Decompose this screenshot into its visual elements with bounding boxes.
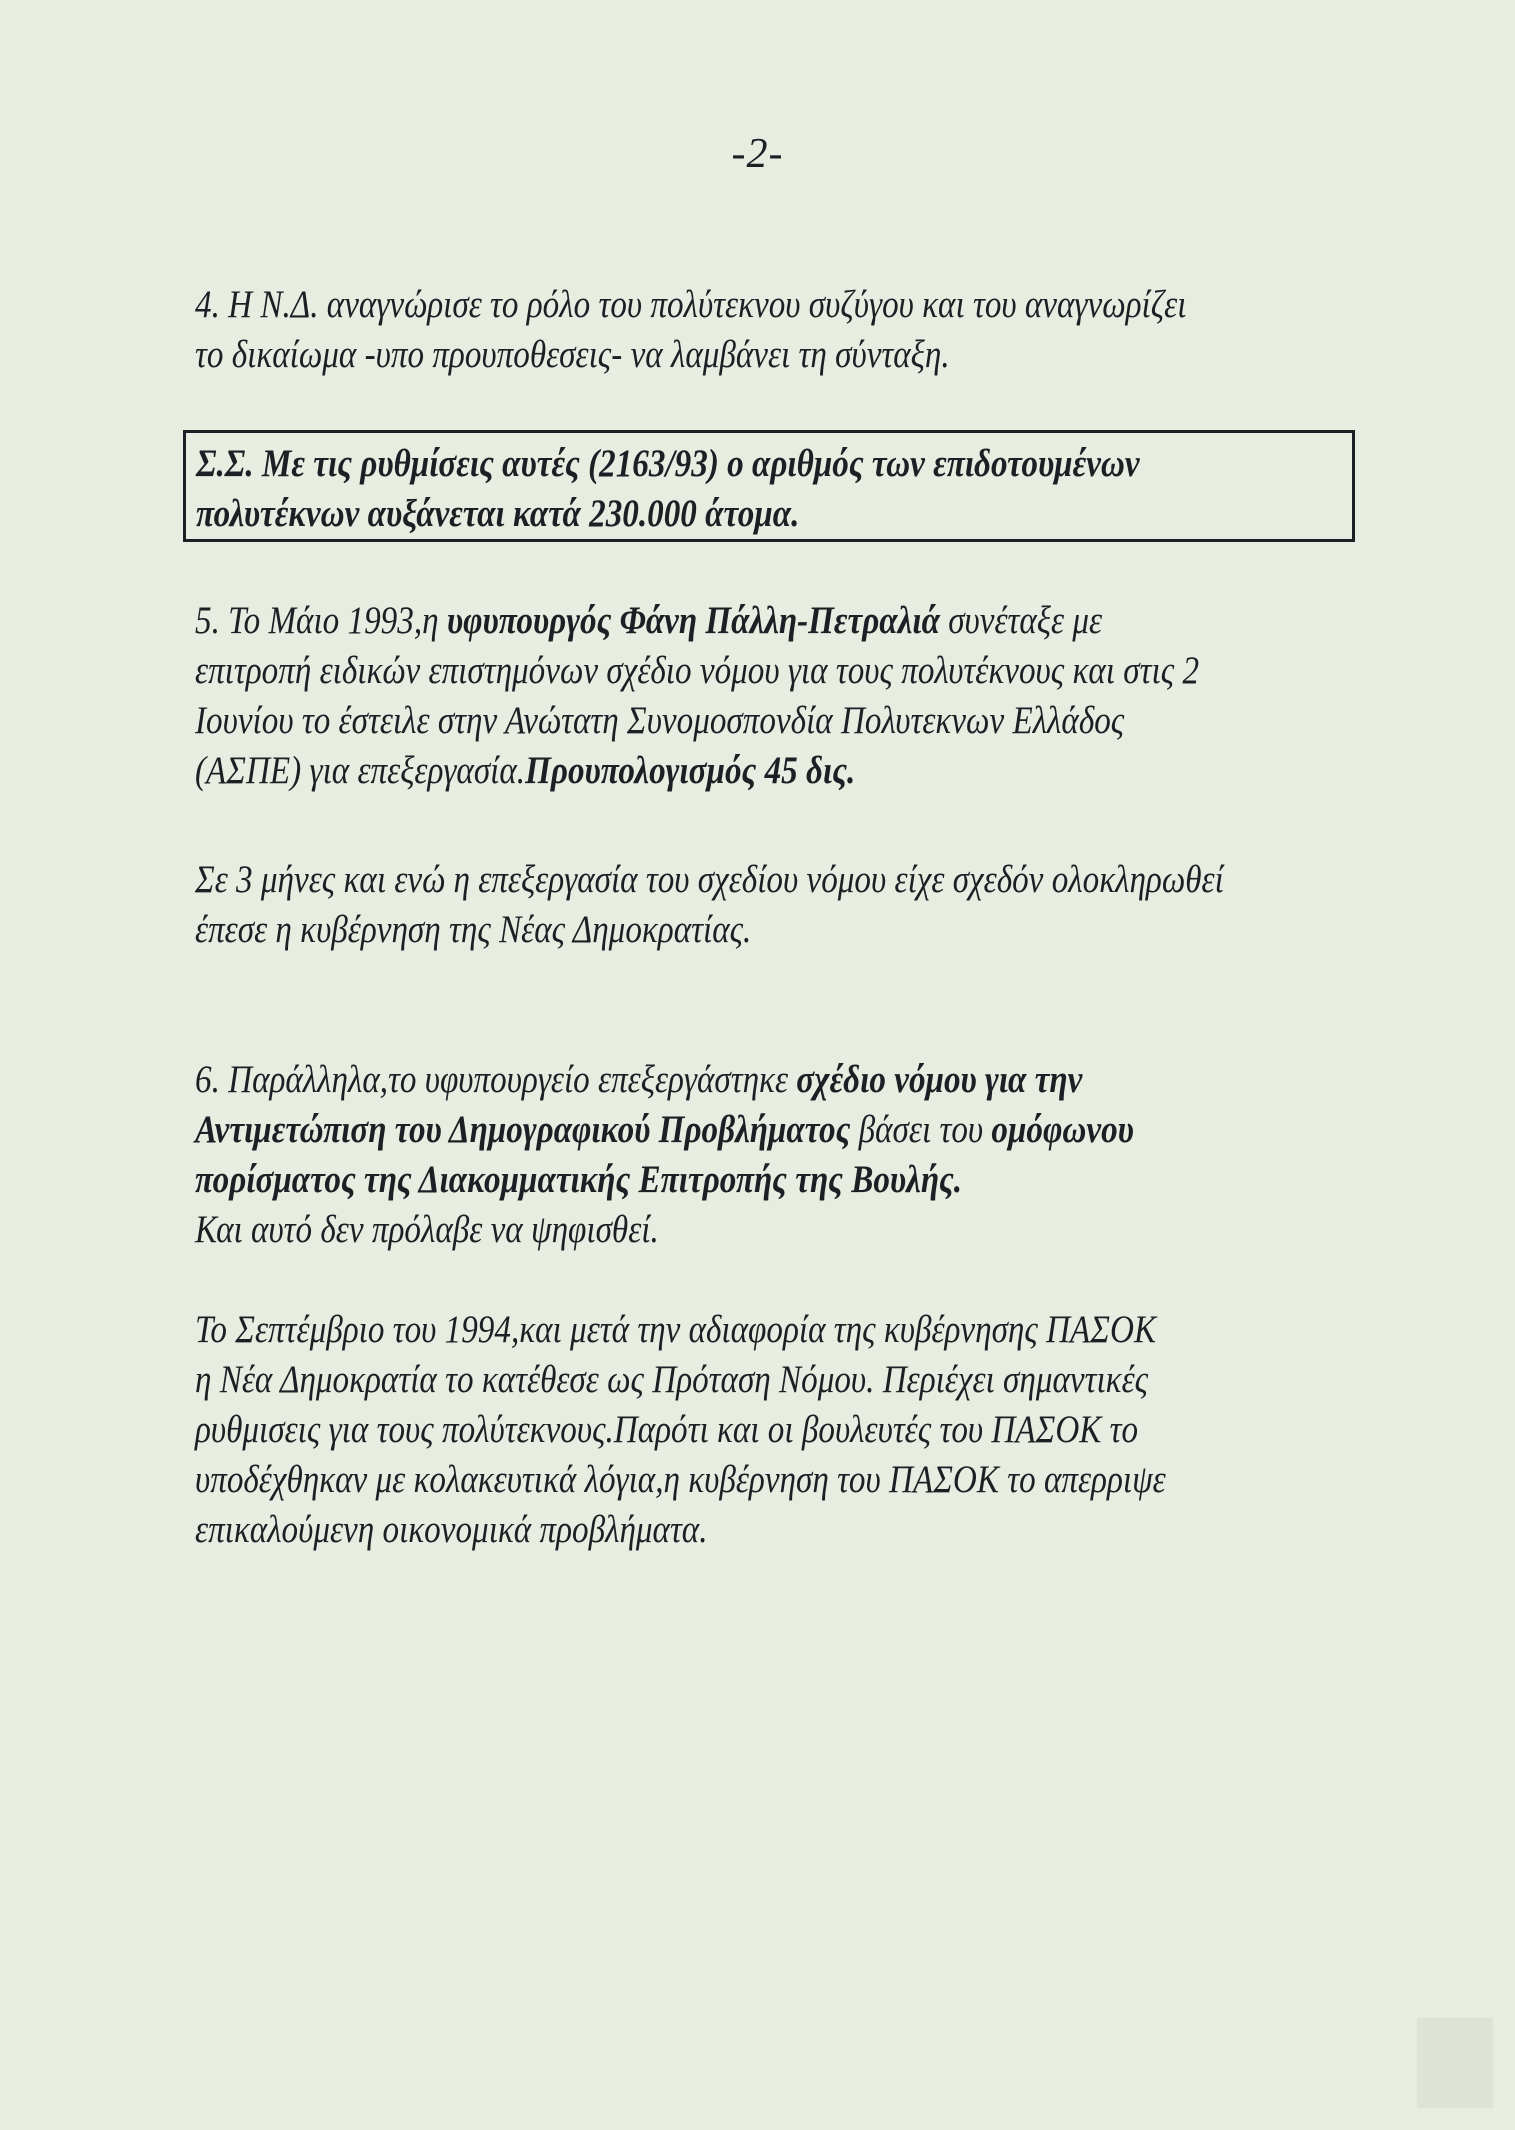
- bold-text: Σ.Σ. Με τις ρυθμίσεις αυτές (2163/93) ο αριθμός των επιδοτουμένων: [196, 442, 1140, 485]
- paragraph-line: Ιουνίου το έστειλε στην Ανώτατη Συνομοσπονδία Πολυτεκνων Ελλάδος: [195, 699, 1125, 742]
- text-span: (ΑΣΠΕ) για επεξεργασία.: [195, 749, 526, 792]
- paragraph-line: το δικαίωμα -υπο προυποθεσεις- να λαμβάνει τη σύνταξη.: [195, 333, 950, 376]
- paragraph-line: επιτροπή ειδικών επιστημόνων σχέδιο νόμου για τους πολυτέκνους και στις 2: [195, 649, 1200, 692]
- paragraph-line: υποδέχθηκαν με κολακευτικά λόγια,η κυβέρνηση του ΠΑΣΟΚ το απερριψε: [195, 1458, 1166, 1501]
- paragraph-line: [195, 746, 1190, 796]
- bold-text: πολυτέκνων αυξάνεται κατά 230.000 άτομα.: [196, 492, 800, 535]
- highlight-box: [183, 430, 1355, 542]
- paragraph-line: [196, 489, 1352, 539]
- paragraph-4: [195, 280, 1190, 380]
- bold-text: σχέδιο νόμου για την: [796, 1058, 1083, 1101]
- text-span: 6. Παράλληλα,το υφυπουργείο επεξεργάστηκε: [195, 1058, 797, 1101]
- paragraph-6: [195, 1055, 1190, 1255]
- paragraph-5: [195, 596, 1200, 796]
- bold-text: Προυπολογισμός 45 δις.: [525, 749, 856, 792]
- paragraph-line: ρυθμισεις για τους πολύτεκνους.Παρότι και οι βουλευτές του ΠΑΣΟΚ το: [195, 1408, 1139, 1451]
- paragraph-7: [195, 1305, 1190, 1555]
- paragraph-line: Το Σεπτέμβριο του 1994,και μετά την αδιαφορία της κυβέρνησης ΠΑΣΟΚ: [195, 1308, 1157, 1351]
- paragraph-line: [196, 439, 1352, 489]
- text-span: συνέταξε με: [939, 599, 1103, 642]
- bold-text: Αντιμετώπιση του Δημογραφικού Προβλήματος: [195, 1108, 851, 1151]
- bold-text: ομόφωνου: [991, 1108, 1134, 1151]
- paragraph-line: Σε 3 μήνες και ενώ η επεξεργασία του σχεδίου νόμου είχε σχεδόν ολοκληρωθεί: [195, 858, 1224, 901]
- bold-text: υφυπουργός Φάνη Πάλλη-Πετραλιά: [446, 599, 940, 642]
- page-number: -2-: [731, 131, 784, 177]
- paragraph-line: Και αυτό δεν πρόλαβε να ψηφισθεί.: [195, 1208, 659, 1251]
- scan-corner-mark: [1417, 2018, 1493, 2108]
- paragraph-line: [195, 1155, 1190, 1205]
- paragraph-line: έπεσε η κυβέρνηση της Νέας Δημοκρατίας.: [195, 908, 752, 951]
- highlight-box-text: [196, 439, 1352, 539]
- text-span: 5. Το Μάιο 1993,η: [195, 599, 447, 642]
- paragraph-line: [195, 1105, 1190, 1155]
- paragraph-line: [195, 596, 1190, 646]
- text-span: βάσει του: [850, 1108, 992, 1151]
- bold-text: πορίσματος της Διακομματικής Επιτροπής της Βουλής.: [195, 1158, 963, 1201]
- paragraph-line: η Νέα Δημοκρατία το κατέθεσε ως Πρόταση Νόμου. Περιέχει σημαντικές: [195, 1358, 1149, 1401]
- paragraph-line: επικαλούμενη οικονομικά προβλήματα.: [195, 1508, 708, 1551]
- paragraph-5-continued: [195, 855, 1224, 955]
- paragraph-line: 4. Η Ν.Δ. αναγνώρισε το ρόλο του πολύτεκνου συζύγου και του αναγνωρίζει: [195, 283, 1187, 326]
- paragraph-line: [195, 1055, 1190, 1105]
